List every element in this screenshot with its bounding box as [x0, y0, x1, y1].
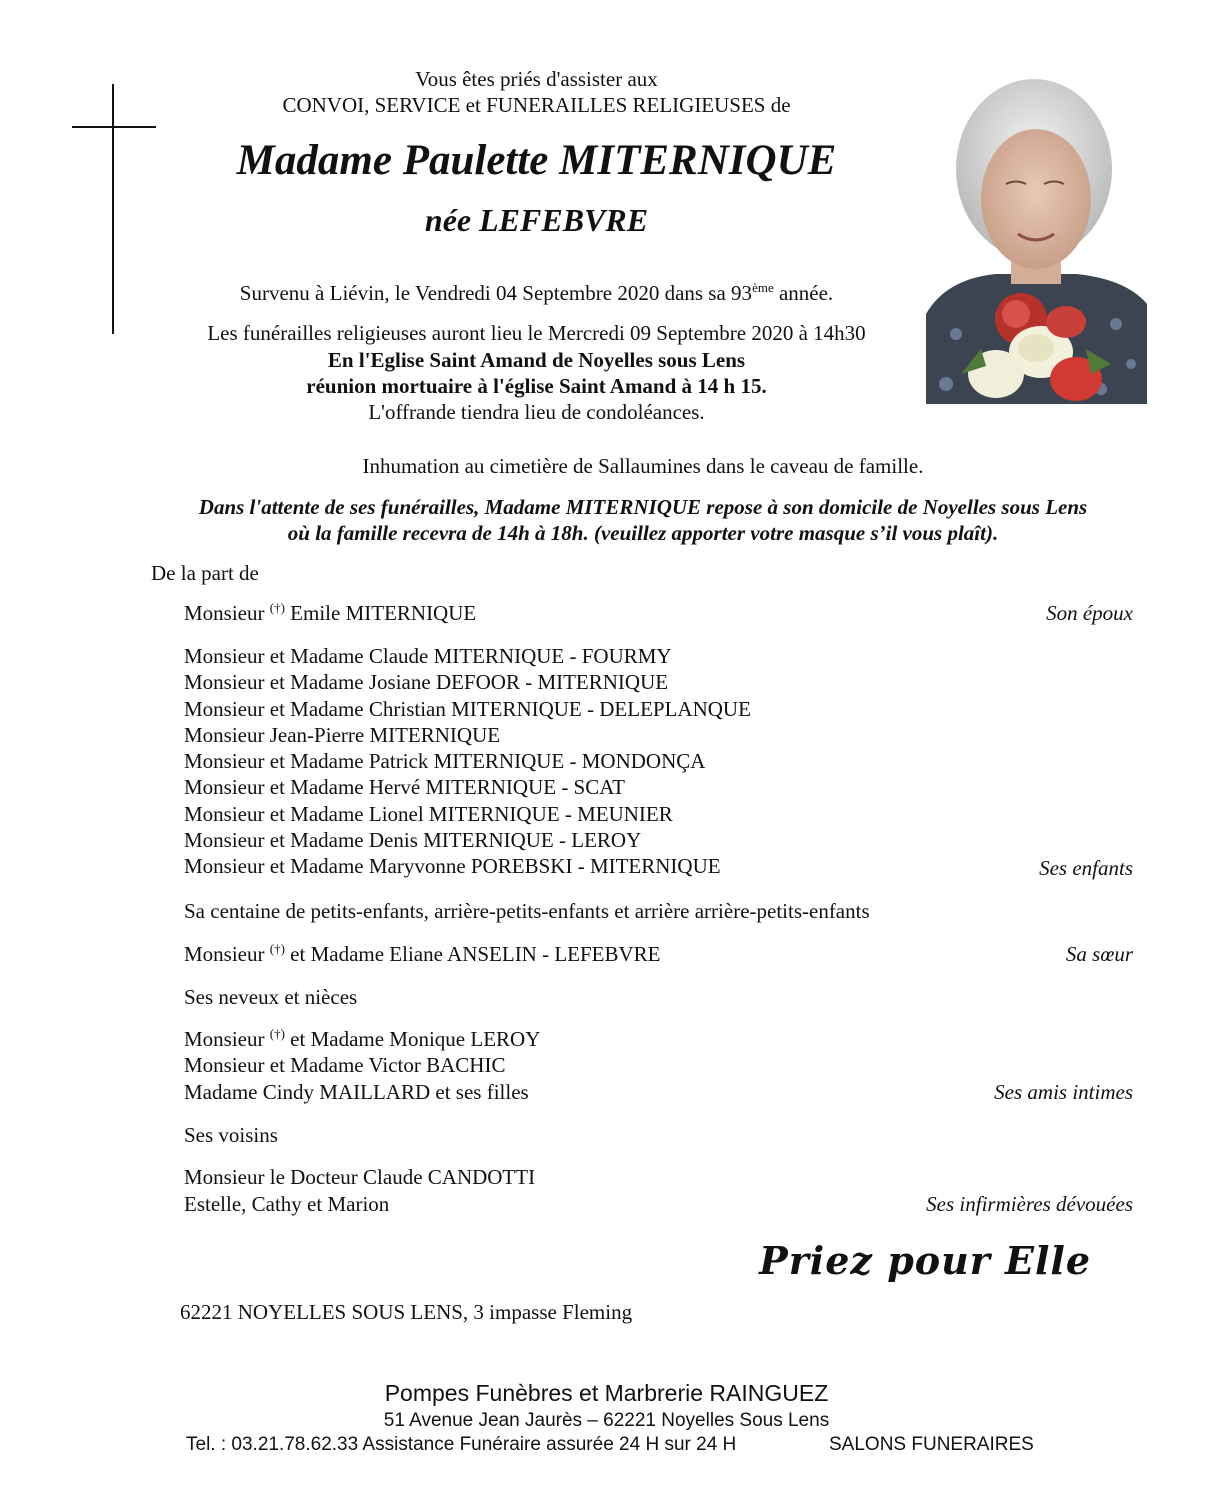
- child-line: Monsieur et Madame Christian MITERNIQUE - DELEPLANQUE: [184, 696, 751, 721]
- children-list: [184, 643, 751, 880]
- home-address: 62221 NOYELLES SOUS LENS, 3 impasse Fleming: [180, 1300, 633, 1324]
- doctor-line: Monsieur le Docteur Claude CANDOTTI: [184, 1165, 536, 1189]
- prayer-signature: Priez pour Elle: [759, 1238, 1091, 1283]
- nephews-line: Ses neveux et nièces: [184, 985, 358, 1009]
- child-line: Monsieur et Madame Lionel MITERNIQUE - MEUNIER: [184, 801, 673, 826]
- sister-line: Monsieur (†) et Madame Eliane ANSELIN - LEFEBVRE: [184, 941, 661, 966]
- church-line: En l'Eglise Saint Amand de Noyelles sous Lens: [327, 348, 746, 372]
- child-line: Monsieur et Madame Hervé MITERNIQUE - SCAT: [184, 775, 625, 800]
- deceased-mark: (†): [269, 941, 285, 956]
- rest-line-1: Dans l'attente de ses funérailles, Madame MITERNIQUE repose à son domicile de Noyelles sous Lens: [198, 495, 1088, 519]
- salons-label: SALONS FUNERAIRES: [829, 1434, 1034, 1455]
- child-line: Monsieur et Madame Josiane DEFOOR - MITERNIQUE: [184, 670, 669, 695]
- friend-line: Monsieur et Madame Victor BACHIC: [184, 1053, 506, 1078]
- child-line: Monsieur et Madame Maryvonne POREBSKI - MITERNIQUE: [184, 854, 721, 879]
- grandchildren-line: Sa centaine de petits-enfants, arrière-petits-enfants et arrière arrière-petits-enfants: [184, 899, 870, 923]
- intro-line-1: Vous êtes priés d'assister aux: [415, 67, 658, 91]
- funeral-date-line: Les funérailles religieuses auront lieu le Mercredi 09 Septembre 2020 à 14h30: [207, 321, 866, 345]
- from-intro: De la part de: [151, 561, 259, 585]
- child-line: Monsieur Jean-Pierre MITERNIQUE: [184, 722, 501, 747]
- friend-line: Madame Cindy MAILLARD et ses filles: [184, 1079, 529, 1104]
- nurses-line: Estelle, Cathy et Marion: [184, 1192, 390, 1216]
- offering-line: L'offrande tiendra lieu de condoléances.: [368, 400, 705, 424]
- child-line: Monsieur et Madame Denis MITERNIQUE - LEROY: [184, 828, 642, 853]
- maiden-name: née LEFEBVRE: [424, 202, 649, 238]
- child-line: Monsieur et Madame Claude MITERNIQUE - FOURMY: [184, 644, 672, 668]
- neighbours-line: Ses voisins: [184, 1123, 278, 1147]
- friends-list: [184, 1026, 540, 1105]
- meeting-line: réunion mortuaire à l'église Saint Amand à 14 h 15.: [306, 374, 767, 398]
- child-line: Monsieur et Madame Patrick MITERNIQUE - MONDONÇA: [184, 749, 706, 774]
- deceased-name: Madame Paulette MITERNIQUE: [236, 137, 837, 184]
- intro-line-2: CONVOI, SERVICE et FUNERAILLES RELIGIEUSES de: [282, 93, 791, 117]
- friend-line: Monsieur (†) et Madame Monique LEROY: [184, 1026, 541, 1051]
- children-role: Ses enfants: [1039, 856, 1133, 880]
- nurses-role: Ses infirmières dévouées: [926, 1192, 1133, 1216]
- phone-line: Tel. : 03.21.78.62.33 Assistance Funéraire assurée 24 H sur 24 H: [186, 1434, 737, 1455]
- sister-role: Sa sœur: [1065, 942, 1133, 966]
- husband-line: Monsieur (†) Emile MITERNIQUE: [184, 600, 477, 625]
- company-address: 51 Avenue Jean Jaurès – 62221 Noyelles Sous Lens: [383, 1410, 830, 1431]
- friends-role: Ses amis intimes: [994, 1080, 1133, 1104]
- deceased-mark: (†): [269, 1026, 285, 1041]
- rest-line-2: où la famille recevra de 14h à 18h. (veuillez apporter votre masque s’il vous plaît).: [287, 521, 999, 545]
- company-name: Pompes Funèbres et Marbrerie RAINGUEZ: [384, 1380, 829, 1406]
- husband-role: Son époux: [1046, 601, 1133, 625]
- burial-line: Inhumation au cimetière de Sallaumines dans le caveau de famille.: [362, 454, 924, 478]
- deceased-mark: (†): [269, 600, 285, 615]
- death-line: Survenu à Liévin, le Vendredi 04 Septembre 2020 dans sa 93ème année.: [239, 280, 834, 305]
